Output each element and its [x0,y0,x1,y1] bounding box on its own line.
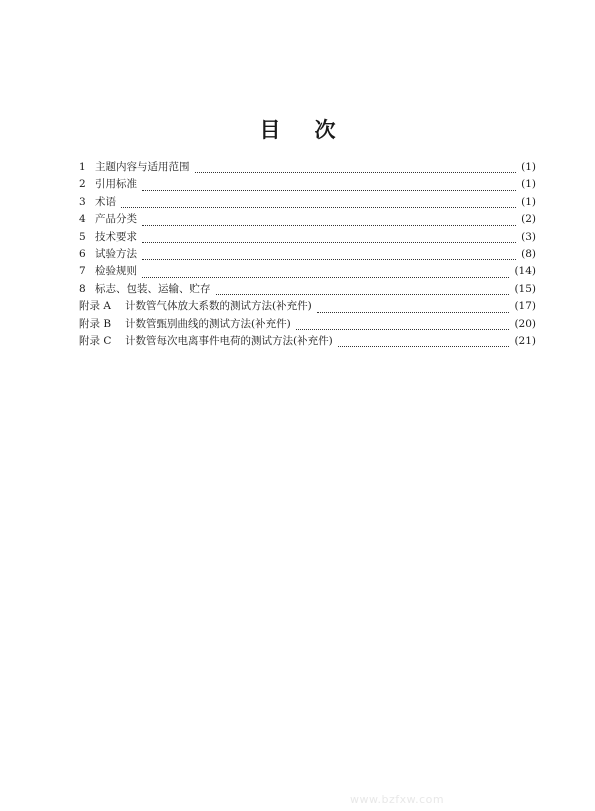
toc-leader-dots [142,276,509,278]
toc-entry-7[interactable] [79,263,536,280]
toc-entry-title: 试验方法 [95,247,137,260]
table-of-contents [79,159,536,350]
toc-entry-number: 3 [79,195,86,208]
toc-entry-title: 技术要求 [95,230,137,243]
toc-leader-dots [296,328,510,330]
toc-entry-page: (1) [521,195,536,208]
toc-entry-title: 计数管甄别曲线的测试方法(补充件) [125,317,291,330]
toc-entry-number: 1 [79,161,86,173]
toc-entry-number: 2 [79,178,86,191]
toc-entry-number: 5 [79,230,86,243]
toc-entry-title: 主题内容与适用范围 [95,161,190,173]
page-title [0,114,595,144]
toc-entry-page: (2) [521,213,536,226]
toc-entry-8[interactable] [79,281,536,298]
toc-entry-5[interactable] [79,229,536,246]
watermark-text: www.bzfxw.com [350,793,445,806]
toc-appendix-c[interactable] [79,333,536,350]
toc-entry-title: 标志、包装、运输、贮存 [95,282,211,295]
toc-entry-title: 检验规则 [95,265,137,278]
toc-appendix-label: 附录 C [79,334,112,347]
toc-entry-page: (21) [514,334,536,347]
toc-entry-number: 4 [79,213,86,226]
toc-entry-number: 7 [79,265,86,278]
toc-entry-title: 术语 [95,195,116,208]
toc-leader-dots [338,345,510,347]
toc-entry-3[interactable] [79,194,536,211]
toc-leader-dots [317,311,510,313]
toc-entry-page: (20) [514,317,536,330]
toc-leader-dots [142,189,516,191]
title-char-1: 目 [259,118,281,142]
toc-entry-page: (8) [521,247,536,260]
toc-entry-1[interactable] [79,159,536,176]
toc-appendix-label: 附录 A [79,300,111,313]
toc-appendix-label: 附录 B [79,317,112,330]
toc-entry-title: 产品分类 [95,213,137,226]
toc-entry-page: (17) [514,300,536,313]
toc-entry-4[interactable] [79,211,536,228]
toc-leader-dots [142,224,516,226]
toc-entry-6[interactable] [79,246,536,263]
title-char-2: 次 [314,118,336,142]
toc-appendix-a[interactable] [79,298,536,315]
toc-leader-dots [195,171,517,173]
toc-entry-page: (14) [514,265,536,278]
toc-entry-number: 6 [79,247,86,260]
toc-entry-page: (15) [514,282,536,295]
toc-entry-title: 引用标准 [95,178,137,191]
toc-appendix-b[interactable] [79,316,536,333]
toc-entry-page: (3) [521,230,536,243]
toc-leader-dots [142,258,516,260]
toc-leader-dots [121,206,516,208]
toc-entry-2[interactable] [79,176,536,193]
toc-entry-page: (1) [521,178,536,191]
toc-leader-dots [216,293,510,295]
toc-entry-title: 计数管每次电离事件电荷的测试方法(补充件) [125,334,333,347]
toc-leader-dots [142,241,516,243]
toc-entry-page: (1) [521,161,536,173]
toc-entry-title: 计数管气体放大系数的测试方法(补充件) [125,300,312,313]
toc-entry-number: 8 [79,282,86,295]
